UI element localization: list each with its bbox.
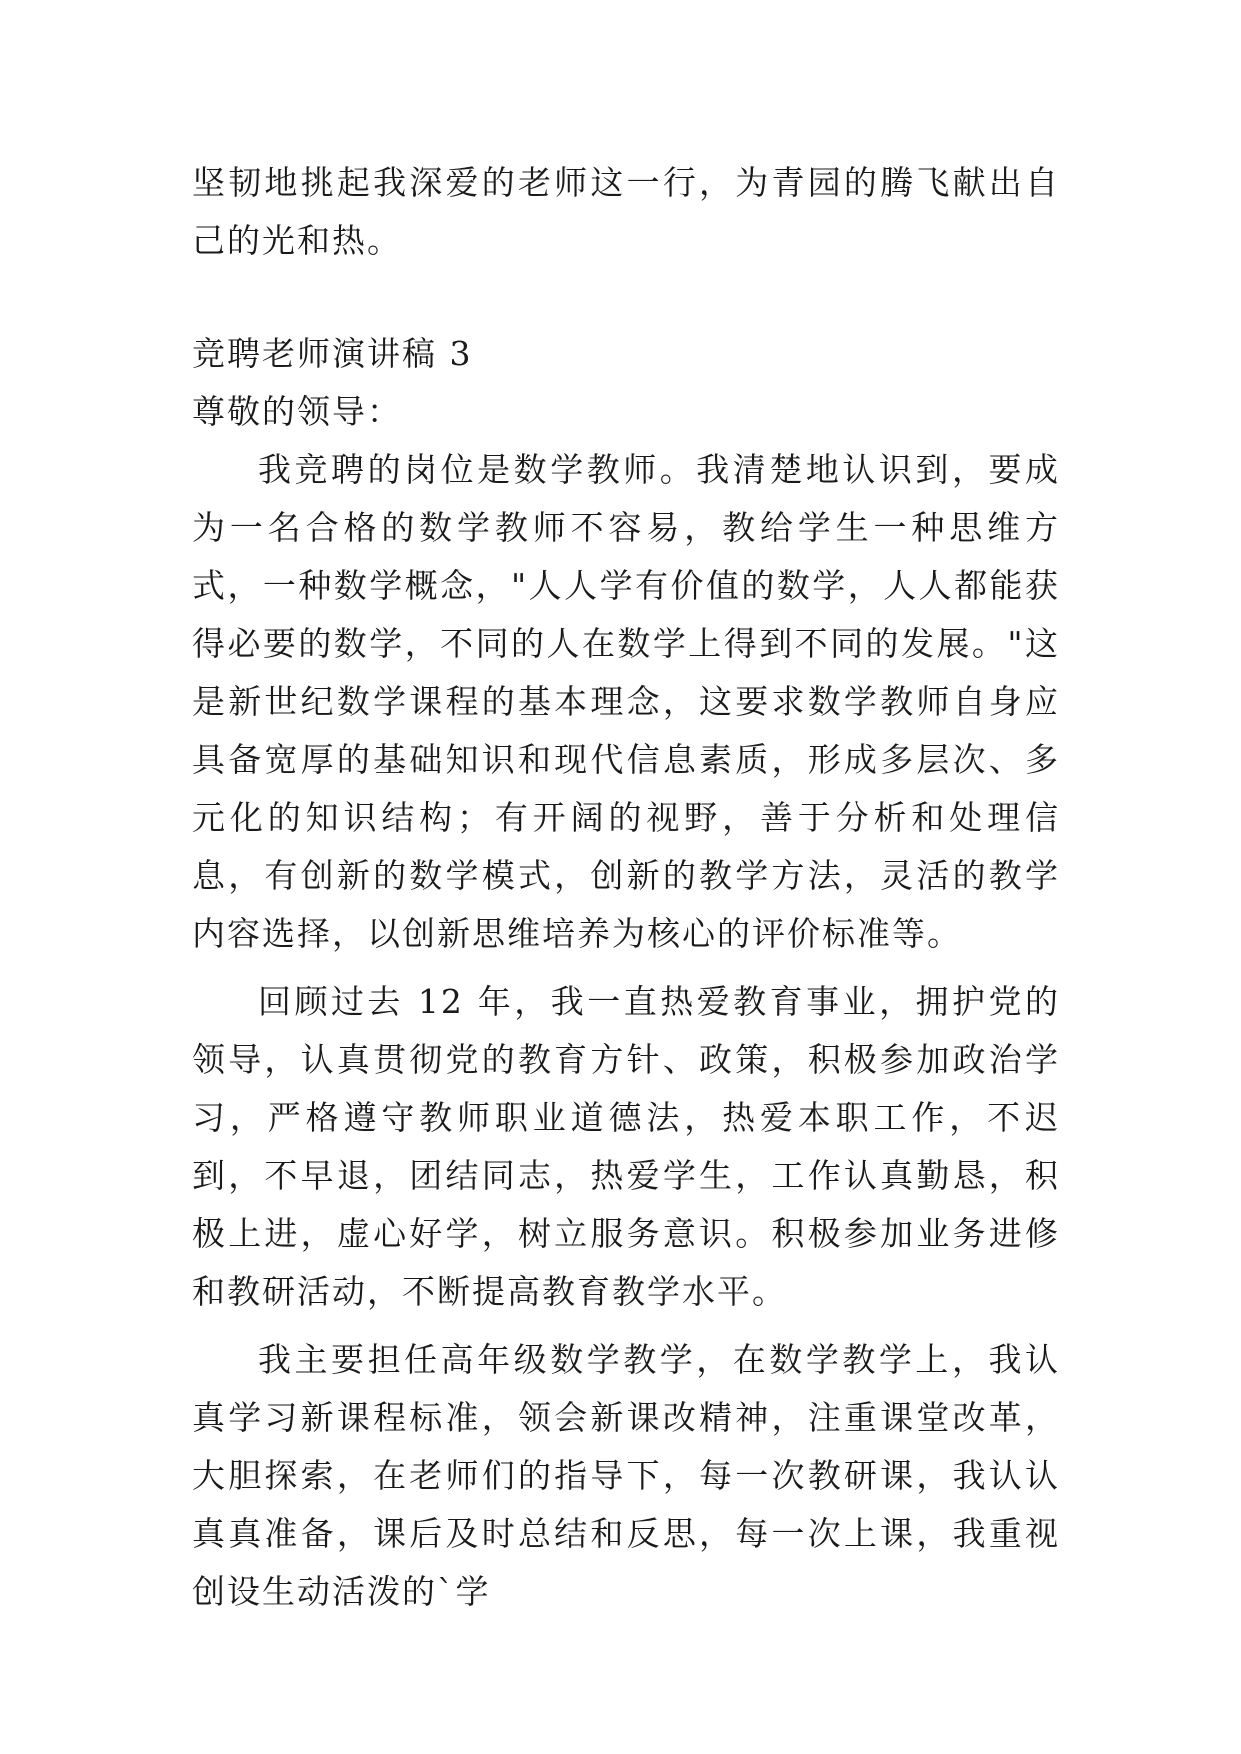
body-paragraph-1: 我竞聘的岗位是数学教师。我清楚地认识到，要成为一名合格的数学教师不容易，教给学生一种思维方式，一种数学概念，"人人学有价值的数学，人人都能获得必要的数学，不同的人在数学上得到不同的发展。"这是新世纪数学课程的基本理念，这要求数学教师自身应具备宽厚的基础知识和现代信息素质，形成多层次、多元化的知识结构；有开阔的视野，善于分析和处理信息，有创新的数学模式，创新的教学方法，灵活的教学内容选择，以创新思维培养为核心的评价标准等。 <box>192 450 1060 953</box>
section-title: 竞聘老师演讲稿 3 <box>192 334 473 373</box>
salutation: 尊敬的领导： <box>192 392 402 431</box>
body-paragraph-3: 我主要担任高年级数学教学，在数学教学上，我认真学习新课程标准，领会新课改精神，注重课堂改革，大胆探索，在老师们的指导下，每一次教研课，我认认真真准备，课后及时总结和反思，每一次上课，我重视创设生动活泼的`学 <box>192 1340 1060 1611</box>
section-spacer <box>192 270 1060 325</box>
document-body <box>192 154 1060 1621</box>
opening-paragraph: 坚韧地挑起我深爱的老师这一行，为青园的腾飞献出自己的光和热。 <box>192 163 1060 260</box>
paragraph-gap <box>192 963 1060 973</box>
body-paragraph-2: 回顾过去 12 年，我一直热爱教育事业，拥护党的领导，认真贯彻党的教育方针、政策，积极参加政治学习，严格遵守教师职业道德法，热爱本职工作，不迟到，不早退，团结同志，热爱学生，工作认真勤恳，积极上进，虚心好学，树立服务意识。积极参加业务进修和教研活动，不断提高教育教学水平。 <box>192 982 1060 1311</box>
paragraph-gap <box>192 1321 1060 1331</box>
